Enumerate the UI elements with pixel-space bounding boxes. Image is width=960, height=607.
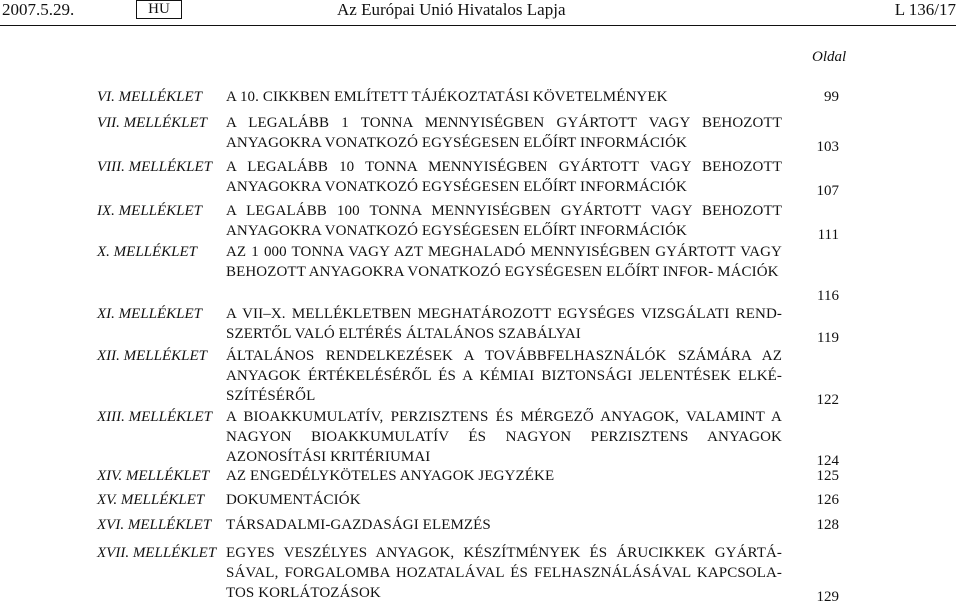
toc-entry-title: A VII–X. MELLÉKLETBEN MEGHATÁROZOTT EGYSÉGES VIZSGÁLATI REND- SZERTŐL VALÓ ELTÉRÉS ÁLTALÁNOS SZABÁLYAI — [226, 306, 782, 342]
page-column-label: Oldal — [812, 49, 847, 65]
toc-page-number: 126 — [816, 492, 839, 508]
toc-entry-title: ÁLTALÁNOS RENDELKEZÉSEK A TOVÁBBFELHASZNÁLÓK SZÁMÁRA AZ ANYAGOK ÉRTÉKELÉSÉRŐL ÉS A KÉMIAI BIZTONSÁGI JELENTÉSEK ELKÉ- SZÍTÉSÉRŐL — [226, 348, 782, 404]
toc-page-number: 128 — [816, 517, 839, 533]
toc-page-number: 99 — [824, 89, 839, 105]
toc-page-number: 111 — [817, 227, 839, 243]
toc-page-number: 107 — [816, 183, 839, 199]
header-language-box: HU — [136, 0, 182, 19]
toc-annex-label: XVI. MELLÉKLET — [97, 517, 212, 533]
toc-page-number: 119 — [817, 330, 839, 346]
toc-entry-title: AZ 1 000 TONNA VAGY AZT MEGHALADÓ MENNYISÉGBEN GYÁRTOTT VAGY BEHOZOTT ANYAGOKRA VONATKOZÓ EGYSÉGESEN ELŐÍRT INFOR- MÁCIÓK — [226, 244, 782, 280]
toc-page-number: 116 — [817, 288, 839, 304]
header-page-number: L 136/17 — [894, 0, 956, 19]
toc-page-number: 122 — [816, 392, 839, 408]
toc-annex-label: XVII. MELLÉKLET — [97, 545, 217, 561]
toc-page-number: 103 — [816, 139, 839, 155]
toc-annex-label: VII. MELLÉKLET — [97, 115, 208, 131]
toc-annex-label: IX. MELLÉKLET — [97, 203, 203, 219]
toc-entry-title: A LEGALÁBB 1 TONNA MENNYISÉGBEN GYÁRTOTT VAGY BEHOZOTT ANYAGOKRA VONATKOZÓ EGYSÉGESEN ELŐÍRT INFORMÁCIÓK — [226, 115, 782, 151]
toc-annex-label: VI. MELLÉKLET — [97, 89, 203, 105]
toc-page-number: 129 — [816, 589, 839, 605]
toc-entry-title: DOKUMENTÁCIÓK — [226, 492, 361, 508]
toc-entry-title: A BIOAKKUMULATÍV, PERZISZTENS ÉS MÉRGEZŐ ANYAGOK, VALAMINT A NAGYON BIOAKKUMULATÍV ÉS NAGYON PERZISZTENS ANYAGOK AZONOSÍTÁSI KRITÉRIUMAI — [226, 409, 782, 465]
toc-annex-label: XII. MELLÉKLET — [97, 348, 208, 364]
toc-entry-title: A LEGALÁBB 10 TONNA MENNYISÉGBEN GYÁRTOTT VAGY BEHOZOTT ANYAGOKRA VONATKOZÓ EGYSÉGESEN ELŐÍRT INFORMÁCIÓK — [226, 159, 782, 195]
toc-annex-label: XV. MELLÉKLET — [97, 492, 205, 508]
toc-page-number: 125 — [816, 468, 839, 484]
toc-entry-title: A LEGALÁBB 100 TONNA MENNYISÉGBEN GYÁRTOTT VAGY BEHOZOTT ANYAGOKRA VONATKOZÓ EGYSÉGESEN ELŐÍRT INFORMÁCIÓK — [226, 203, 782, 239]
toc-annex-label: XIII. MELLÉKLET — [97, 409, 213, 425]
header-journal-title: Az Európai Unió Hivatalos Lapja — [337, 0, 566, 19]
toc-annex-label: VIII. MELLÉKLET — [97, 159, 213, 175]
toc-entry-title: A 10. CIKKBEN EMLÍTETT TÁJÉKOZTATÁSI KÖVETELMÉNYEK — [226, 89, 668, 105]
page-header — [0, 0, 960, 22]
toc-page-number: 124 — [816, 453, 839, 469]
header-date: 2007.5.29. — [2, 0, 75, 19]
toc-annex-label: XI. MELLÉKLET — [97, 306, 203, 322]
toc-entry-title: TÁRSADALMI-GAZDASÁGI ELEMZÉS — [226, 517, 491, 533]
toc-entry-title: AZ ENGEDÉLYKÖTELES ANYAGOK JEGYZÉKE — [226, 468, 555, 484]
toc-entry-title: EGYES VESZÉLYES ANYAGOK, KÉSZÍTMÉNYEK ÉS ÁRUCIKKEK GYÁRTÁ- SÁVAL, FORGALOMBA HOZATALÁVAL ÉS FELHASZNÁLÁSÁVAL KAPCSOLA- TOS KORLÁTOZÁSOK — [226, 545, 782, 601]
toc-annex-label: XIV. MELLÉKLET — [97, 468, 210, 484]
header-divider — [0, 25, 956, 26]
toc-annex-label: X. MELLÉKLET — [97, 244, 198, 260]
